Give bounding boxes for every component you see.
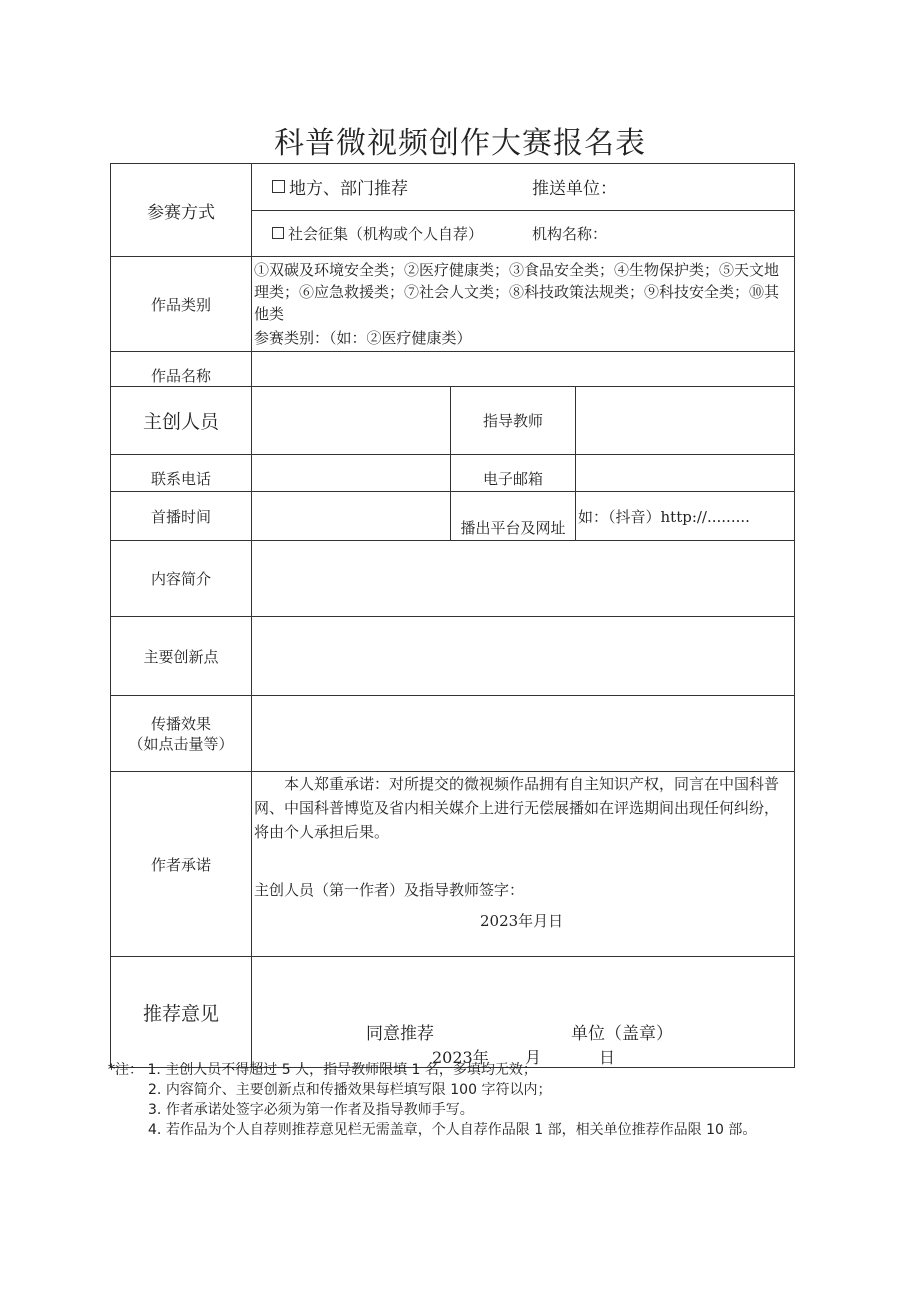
note-1-a: 5 [281, 1062, 291, 1078]
recommend-year: 2023年 [432, 1048, 489, 1067]
recommend-day: 日 [599, 1048, 616, 1067]
note-prefix: *注： [108, 1062, 143, 1078]
platform-label: 播出平台及网址 [451, 492, 576, 541]
teacher-field[interactable] [576, 387, 795, 455]
note-3-num: 3. [148, 1102, 162, 1118]
category-list: ①双碳及环境安全类；②医疗健康类；③食品安全类；④生物保护类；⑤天文地理类；⑥应急救援类；⑦社会人文类；⑧科技政策法规类；⑨科技安全类；⑩其他类 [254, 261, 780, 323]
note-4-num: 4. [148, 1122, 162, 1138]
note-4 [108, 1120, 756, 1140]
teacher-label: 指导教师 [451, 387, 576, 455]
registration-form [110, 163, 795, 1068]
note-2-a: 100 [450, 1082, 477, 1098]
note-1-num: 1. [147, 1062, 161, 1078]
work-name-field[interactable] [252, 352, 795, 387]
unit-seal: 单位（盖章） [571, 1024, 673, 1044]
first-broadcast-label: 首播时间 [111, 492, 252, 541]
effect-field[interactable] [252, 696, 795, 772]
notes [108, 1060, 756, 1140]
recommend-label: 推荐意见 [111, 957, 252, 1068]
promise-text: 本人郑重承诺：对所提交的微视频作品拥有自主知识产权，同言在中国科普网、中国科普博览及省内相关媒介上进行无偿展播如在评选期间出现任何纠纷，将由个人承担后果。 [254, 775, 780, 841]
promise-label: 作者承诺 [111, 772, 252, 957]
note-3-text: 作者承诺处签字必须为第一作者及指导教师手写。 [165, 1102, 474, 1118]
method-label: 参赛方式 [111, 164, 252, 257]
note-1-text: 主创人员不得超过 [165, 1062, 278, 1078]
platform-example[interactable]: 如：（抖音）http://......... [576, 492, 795, 541]
summary-field[interactable] [252, 541, 795, 617]
method-option-1: 地方、部门推荐 [289, 179, 408, 200]
effect-label [111, 696, 252, 772]
note-2-b: 字符以内； [481, 1082, 552, 1098]
category-label: 作品类别 [111, 257, 252, 352]
note-1-b: 人，指导教师限填 [295, 1062, 408, 1078]
recommend-month: 月 [525, 1048, 542, 1067]
creator-label: 主创人员 [111, 387, 252, 455]
page-title: 科普微视频创作大赛报名表 [274, 126, 646, 161]
note-1-d: 名，多填均无效； [424, 1062, 537, 1078]
push-unit-label: 推送单位： [532, 179, 617, 200]
phone-label: 联系电话 [111, 455, 252, 492]
note-4-text: 若作品为个人自荐则推荐意见栏无需盖章，个人自荐作品限 [165, 1122, 530, 1138]
effect-label-2: （如点击量等） [128, 734, 234, 753]
org-name-label: 机构名称： [532, 224, 608, 243]
note-4-d: 部。 [728, 1122, 757, 1138]
recommend-checkbox[interactable] [272, 180, 285, 193]
effect-label-1: 传播效果 [150, 714, 211, 733]
first-broadcast-field[interactable] [252, 492, 451, 541]
signature-label: 主创人员（第一作者）及指导教师签字： [254, 881, 525, 899]
note-4-c: 10 [706, 1122, 724, 1138]
note-4-b: 部，相关单位推荐作品限 [547, 1122, 702, 1138]
note-1 [108, 1060, 756, 1080]
category-hint: 参赛类别：（如：②医疗健康类） [254, 329, 472, 347]
agree-recommend: 同意推荐 [366, 1024, 434, 1044]
note-2-num: 2. [148, 1082, 162, 1098]
note-4-a: 1 [534, 1122, 544, 1138]
note-1-c: 1 [411, 1062, 421, 1078]
method-option-2: 社会征集（机构或个人自荐） [288, 224, 484, 243]
email-label: 电子邮箱 [451, 455, 576, 492]
email-field[interactable] [576, 455, 795, 492]
creator-field[interactable] [252, 387, 451, 455]
note-2 [108, 1080, 756, 1100]
method-cell [252, 164, 795, 257]
phone-field[interactable] [252, 455, 451, 492]
note-2-text: 内容简介、主要创新点和传播效果每栏填写限 [165, 1082, 446, 1098]
summary-label: 内容简介 [111, 541, 252, 617]
innovation-field[interactable] [252, 617, 795, 696]
self-recommend-checkbox[interactable] [272, 227, 284, 239]
innovation-label: 主要创新点 [111, 617, 252, 696]
work-name-label: 作品名称 [111, 352, 252, 387]
note-3 [108, 1100, 756, 1120]
promise-date: 2023年月日 [480, 912, 564, 930]
